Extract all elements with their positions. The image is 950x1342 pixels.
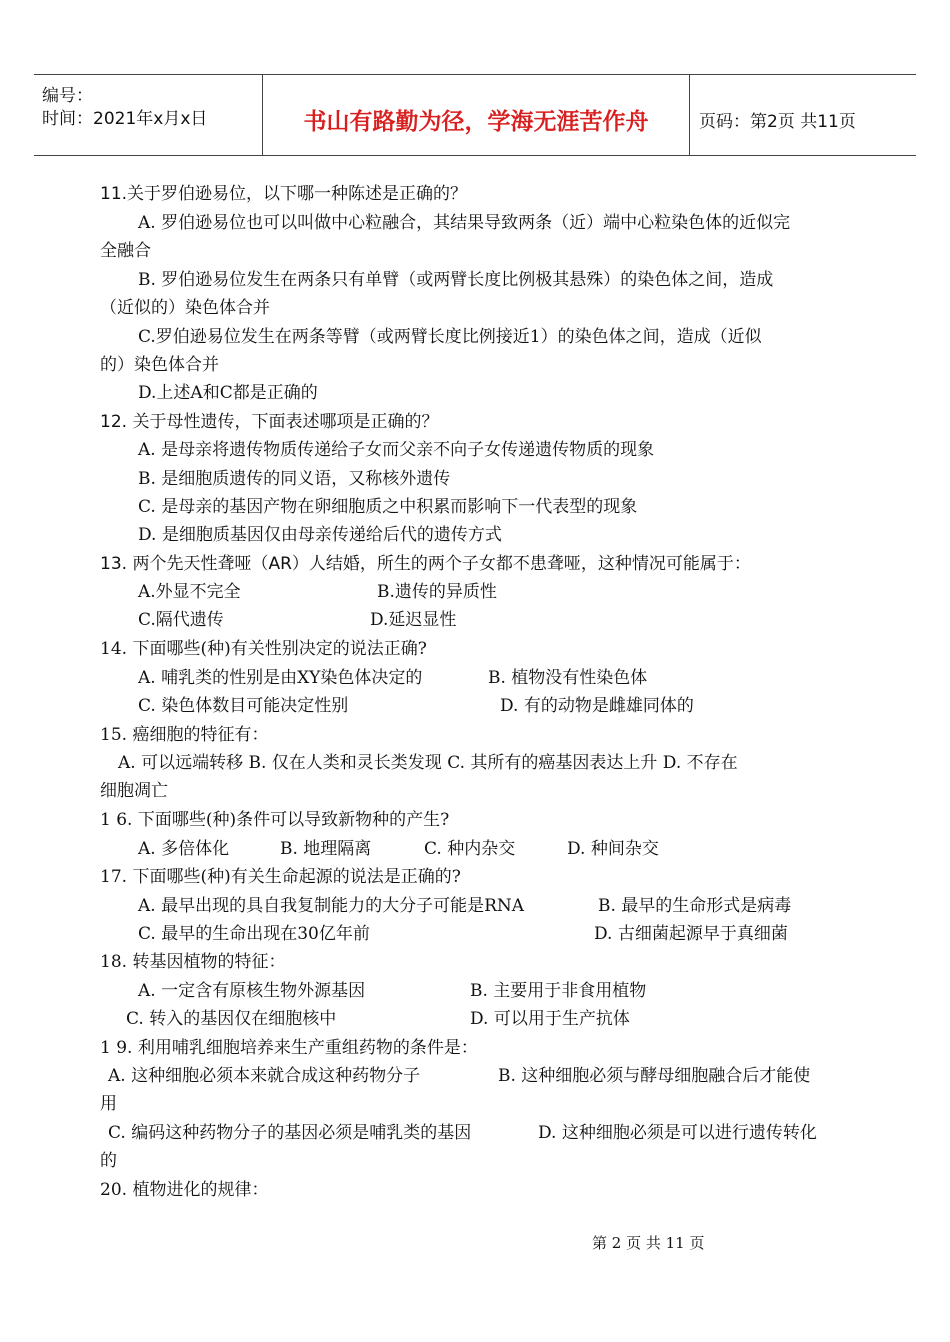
q14-option-b: B. 植物没有性染色体 (488, 668, 648, 688)
q18-option-d: D. 可以用于生产抗体 (470, 1009, 630, 1029)
q11-option-a-cont: 全融合 (100, 241, 151, 261)
q15-options: A. 可以远端转移 B. 仅在人类和灵长类发现 C. 其所有的癌基因表达上升 D. 不存在 (118, 753, 738, 773)
q18-option-c: C. 转入的基因仅在细胞核中 (126, 1009, 337, 1029)
question-11: 11.关于罗伯逊易位，以下哪一种陈述是正确的？ (100, 184, 468, 204)
q16-option-a: A. 多倍体化 (138, 839, 230, 859)
q16-option-c: C. 种内杂交 (424, 839, 516, 859)
q11-option-c-cont: 的）染色体合并 (100, 355, 219, 375)
q17-option-d: D. 古细菌起源早于真细菌 (594, 924, 788, 944)
page-footer: 第 2 页 共 11 页 (592, 1234, 705, 1252)
question-15: 15. 癌细胞的特征有： (100, 725, 269, 745)
q12-option-b: B. 是细胞质遗传的同义语，又称核外遗传 (138, 469, 451, 489)
q19-option-c: C. 编码这种药物分子的基因必须是哺乳类的基因 (108, 1123, 472, 1143)
question-14: 14. 下面哪些(种)有关性别决定的说法正确? (100, 639, 427, 659)
question-16: 1 6. 下面哪些(种)条件可以导致新物种的产生? (100, 810, 450, 830)
header-left-cell (34, 75, 262, 155)
q13-option-d: D.延迟显性 (370, 610, 457, 630)
header-right-cell (689, 75, 916, 155)
q12-option-d: D. 是细胞质基因仅由母亲传递给后代的遗传方式 (138, 525, 502, 545)
q16-option-b: B. 地理隔离 (280, 839, 372, 859)
q17-option-a: A. 最早出现的具自我复制能力的大分子可能是RNA (138, 896, 525, 916)
q13-option-c: C.隔代遗传 (138, 610, 224, 630)
q17-option-c: C. 最早的生命出现在30亿年前 (138, 924, 370, 944)
q11-option-d: D.上述A和C都是正确的 (138, 383, 318, 403)
q11-option-a: A. 罗伯逊易位也可以叫做中心粒融合，其结果导致两条（近）端中心粒染色体的近似完 (138, 213, 791, 233)
q17-option-b: B. 最早的生命形式是病毒 (598, 896, 792, 916)
q13-option-b: B.遗传的异质性 (377, 582, 497, 602)
q19-option-b: B. 这种细胞必须与酵母细胞融合后才能使 (498, 1066, 811, 1086)
question-20: 20. 植物进化的规律： (100, 1180, 269, 1200)
document-number-label: 编号： (42, 86, 93, 106)
q15-options-cont: 细胞凋亡 (100, 781, 168, 801)
q12-option-a: A. 是母亲将遗传物质传递给子女而父亲不向子女传递遗传物质的现象 (138, 440, 655, 460)
q14-option-d: D. 有的动物是雌雄同体的 (500, 696, 694, 716)
header-center-cell (262, 75, 690, 155)
question-17: 17. 下面哪些(种)有关生命起源的说法是正确的? (100, 867, 461, 887)
q11-option-b-cont: （近似的）染色体合并 (100, 298, 270, 318)
q11-option-c: C.罗伯逊易位发生在两条等臂（或两臂长度比例接近1）的染色体之间，造成（近似 (138, 327, 762, 347)
q11-option-b: B. 罗伯逊易位发生在两条只有单臂（或两臂长度比例极其悬殊）的染色体之间，造成 (138, 270, 774, 290)
q14-option-a: A. 哺乳类的性别是由XY染色体决定的 (138, 668, 423, 688)
question-12: 12. 关于母性遗传，下面表述哪项是正确的？ (100, 412, 439, 432)
question-18: 18. 转基因植物的特征： (100, 952, 286, 972)
q14-option-c: C. 染色体数目可能决定性别 (138, 696, 349, 716)
q19-option-a: A. 这种细胞必须本来就合成这种药物分子 (108, 1066, 421, 1086)
question-13: 13. 两个先天性聋哑（AR）人结婚，所生的两个子女都不患聋哑，这种情况可能属于： (100, 554, 751, 574)
page-info-label: 页码：第2页 共11页 (699, 112, 856, 132)
q18-option-a: A. 一定含有原核生物外源基因 (138, 981, 366, 1001)
q12-option-c: C. 是母亲的基因产物在卵细胞质之中积累而影响下一代表型的现象 (138, 497, 638, 517)
q19-option-d-cont: 的 (100, 1151, 117, 1171)
header-motto: 书山有路勤为径，学海无涯苦作舟 (303, 109, 649, 135)
q16-option-d: D. 种间杂交 (567, 839, 659, 859)
q18-option-b: B. 主要用于非食用植物 (470, 981, 647, 1001)
page-header (34, 74, 916, 156)
question-19: 1 9. 利用哺乳细胞培养来生产重组药物的条件是： (100, 1038, 478, 1058)
document-date-label: 时间：2021年x月x日 (42, 109, 208, 129)
q19-option-b-cont: 用 (100, 1094, 117, 1114)
q19-option-d: D. 这种细胞必须是可以进行遗传转化 (538, 1123, 817, 1143)
q13-option-a: A.外显不完全 (138, 582, 241, 602)
